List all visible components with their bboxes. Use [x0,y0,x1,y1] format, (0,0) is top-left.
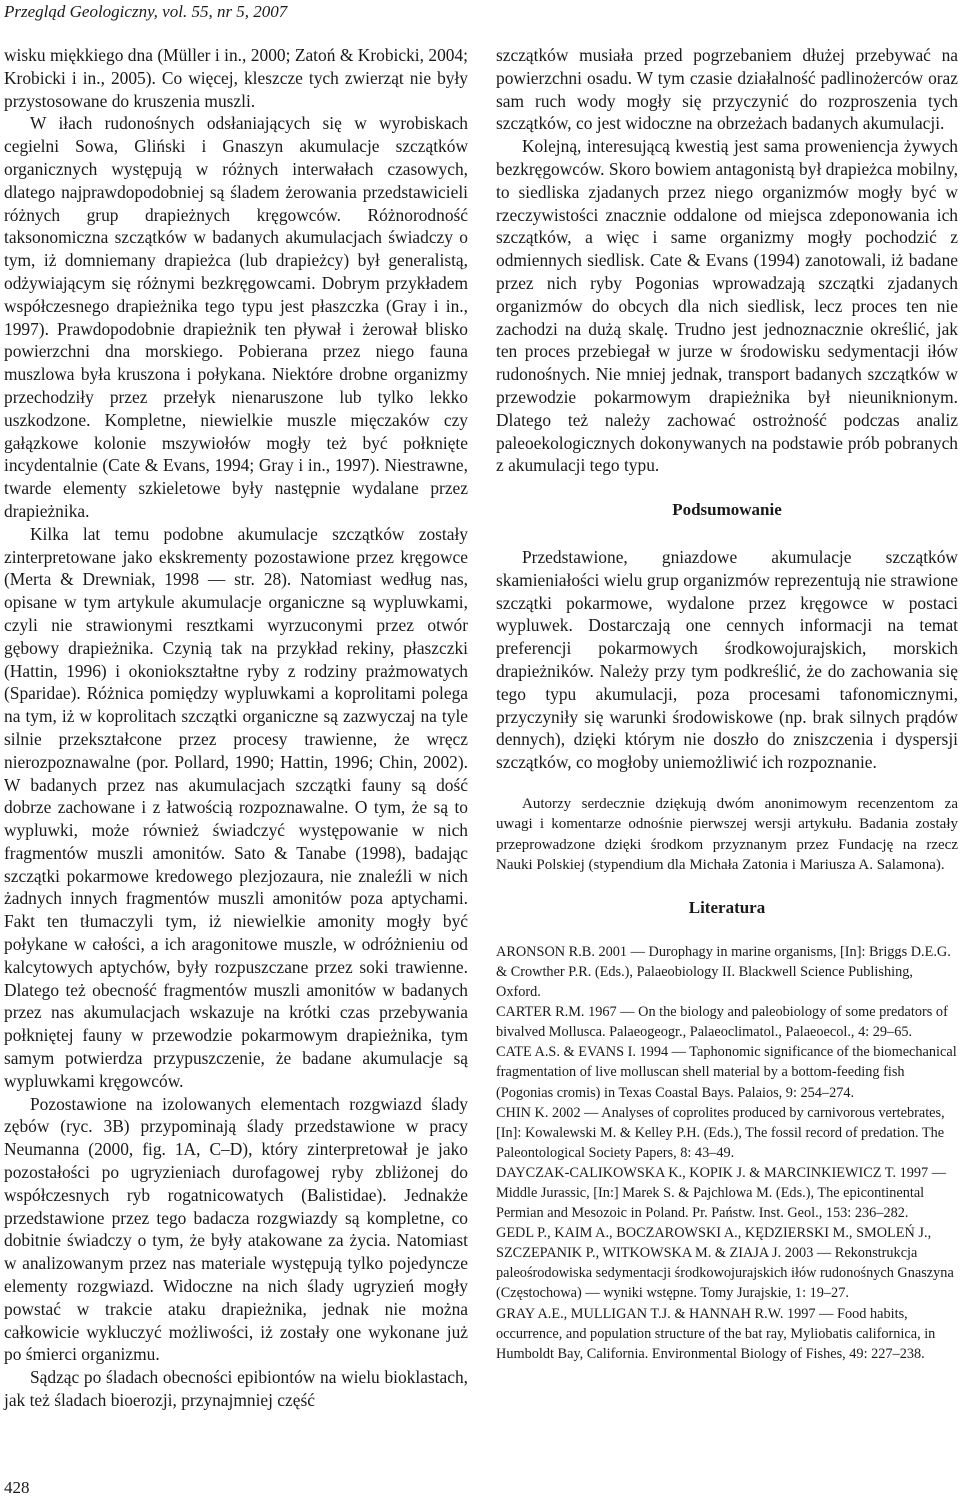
section-title-references: Literatura [688,898,766,918]
reference-item: ARONSON R.B. 2001 — Durophagy in marine organisms, [In]: Briggs D.E.G. & Crowther P.R. (Eds.), Palaeobiology II. Blackwell Science Publishing, Oxford. [496,943,951,1001]
paragraph: Pozostawione na izolowanych elementach rozgwiazd ślady zębów (ryc. 3B) przypominają ślady przedstawione w pracy Neumanna (2000, fig. 1A, C–D), który zinterpretował je jako pozostałości po ugryzieniach durofagowej ryby zbliżonej do współczesnych ryb rogatnicowatych (Balistidae). Jednakże przedstawione przez tego badacza rozgwiazdy są kompletne, co dobitnie świadczy o tym, że były atakowane za życia. Natomiast w analizowanym przez nas materiale występują tylko pojedyncze elementy rozgwiazd. Widoczne na nich ślady ugryzień mogły powstać w trakcie ataku drapieżnika, jednak nie można całkowicie wykluczyć możliwości, iż zostały one wykonane już po śmierci organizmu. [4,1093,468,1365]
reference-item: CARTER R.M. 1967 — On the biology and paleobiology of some predators of bivalved Mollusca. Palaeogeogr., Palaeoclimatol., Palaeoecol., 4: 29–65. [496,1004,948,1041]
right-column [496,44,958,1364]
paragraph: wisku miękkiego dna (Müller i in., 2000; Zatoń & Krobicki, 2004; Krobicki i in., 2005). Co więcej, kleszcze tych zwierząt nie były przystosowane do kruszenia muszli. [4,45,468,111]
left-column [4,44,468,1412]
summary-paragraph: Przedstawione, gniazdowe akumulacje szczątków skamieniałości wielu grup organizmów reprezentują nie strawione szczątki pokarmowe, wydalone przez kręgowce w postaci wypluwek. Dostarczają one cennych informacji na temat preferencji pokarmowych środkowojurajskich, morskich drapieżników. Należy przy tym podkreślić, że do zachowania się tego typu akumulacji, poza procesami tafonomicznymi, przyczyniły się warunki środowiskowe (np. brak silnych prądów dennych), dzięki którym nie doszło do zniszczenia i dyspersji szczątków, co mogłoby uniemożliwić ich rozpoznanie. [496,546,958,773]
reference-item: GRAY A.E., MULLIGAN T.J. & HANNAH R.W. 1997 — Food habits, occurrence, and population structure of the bat ray, Myliobatis californica, in Humboldt Bay, California. Environmental Biology of Fishes, 49: 227–238. [496,1305,936,1362]
page-number: 428 [4,1478,30,1497]
paragraph: Kilka lat temu podobne akumulacje szczątków zostały zinterpretowane jako ekskrementy pozostawione przez kręgowce (Merta & Drewniak, 1998 — str. 28). Natomiast według nas, opisane w tym artykule akumulacje organiczne są wypluwkami, czyli nie strawionymi resztkami wyrzuconymi przez otwór gębowy drapieżnika. Czynią tak na przykład rekiny, płaszczki (Hattin, 1996) i okoniokształtne ryby z rodziny prażmowatych (Sparidae). Różnica pomiędzy wypluwkami a koprolitami polega na tym, iż w koprolitach szczątki organiczne są zazwyczaj na tyle silnie przekształcone przez procesy trawienne, że wręcz nierozpoznawalne (por. Pollard, 1990; Hattin, 1996; Chin, 2002). W badanych przez nas akumulacjach szczątki fauny są dość dobrze zachowane i z łatwością rozpoznawalne. O tym, że są to wypluwki, może również świadczyć występowanie w nich fragmentów muszli amonitów. Sato & Tanabe (1998), badając szczątki pokarmowe kredowego plezjozaura, nie znaleźli w nich żadnych innych fragmentów muszli amonitów poza aptychami. Fakt ten tłumaczyli tym, iż niewielkie amonity mogły być połykane w całości, a ich aragonitowe muszle, w odróżnieniu od kalcytowych aptychów, były rozpuszczane przez soki trawienne. Dlatego też obecność fragmentów muszli amonitów w badanych przez nas akumulacjach wskazuje na krótki czas przebywania połkniętej fauny w przewodzie pokarmowym drapieżnika, tym samym potwierdza przypuszczenie, że badane akumulacje są wypluwkami kręgowców. [4,523,468,1091]
reference-item: GEDL P., KAIM A., BOCZAROWSKI A., KĘDZIERSKI M., SMOLEŃ J., SZCZEPANIK P., WITKOWSKA M. & ZIAJA J. 2003 — Rekonstrukcja paleośrodowiska sedymentacji środkowojurajskich iłów rudonośnych Gnaszyna (Częstochowa) — wyniki wstępne. Tomy Jurajskie, 1: 19–27. [496,1225,954,1302]
paragraph: szczątków musiała przed pogrzebaniem dłużej przebywać na powierzchni osadu. W tym czasie działalność padlinożerców oraz sam ruch wody mogły się przyczynić do rozproszenia tych szczątków, co jest widoczne na obrzeżach badanych akumulacji. [496,45,958,134]
running-header: Przegląd Geologiczny, vol. 55, nr 5, 2007 [4,2,288,21]
reference-item: CHIN K. 2002 — Analyses of coprolites produced by carnivorous vertebrates, [In]: Kowalewski M. & Kelley P.H. (Eds.), The fossil record of predation. The Paleontological Society Papers, 8: 43–49. [496,1104,945,1161]
acknowledgement: Autorzy serdecznie dziękują dwóm anonimowym recenzentom za uwagi i komentarze odnośnie pierwszej wersji artykułu. Badania zostały przeprowadzone dzięki środkom przyznanym przez Fundację na rzecz Nauki Polskiej (stypendium dla Michała Zatonia i Mariusza A. Salamona). [496,795,958,873]
paragraph: W iłach rudonośnych odsłaniających się w wyrobiskach cegielni Sowa, Gliński i Gnaszyn akumulacje szczątków organicznych występują w różnych interwałach czasowych, dlatego najprawdopodobniej są śladem żerowania przedstawicieli różnych grup drapieżnych kręgowców. Różnorodność taksonomiczna szczątków w badanych akumulacjach świadczy o tym, iż domniemany drapieżca (lub drapieżcy) był generalistą, odżywiającym się różnymi bezkręgowcami. Dobrym przykładem współczesnego drapieżnika tego typu jest płaszczka (Gray i in., 1997). Prawdopodobnie drapieżnik ten pływał i żerował blisko powierzchni dna morskiego. Pobierana przez niego fauna muszlowa była kruszona i połykana. Niektóre drobne organizmy przechodziły przez przełyk nienaruszone lub tylko lekko uszkodzone. Kompletne, niewielkie muszle mięczaków czy gałązkowe kolonie mszywiołów mogły też być połknięte incydentalnie (Cate & Evans, 1994; Gray i in., 1997). Niestrawne, twarde elementy szkieletowe były następnie wydalane przez drapieżnika. [4,113,468,521]
reference-item: DAYCZAK-CALIKOWSKA K., KOPIK J. & MARCINKIEWICZ T. 1997 — Middle Jurassic, [In:] Marek S. & Pajchlowa M. (Eds.), The epicontinental Permian and Mesozoic in Poland. Pr. Państw. Inst. Geol., 153: 236–282. [496,1164,947,1222]
paragraph: Sądząc po śladach obecności epibiontów na wielu bioklastach, jak też śladach bioerozji, przynajmniej część [4,1367,468,1411]
section-title-summary: Podsumowanie [672,500,782,520]
reference-list [496,942,958,1364]
paragraph: Kolejną, interesującą kwestią jest sama proweniencja żywych bezkręgowców. Skoro bowiem antagonistą był drapieżca mobilny, to siedliska zjadanych przez niego organizmów mogły być w rzeczywistości znacznie oddalone od miejsca zdeponowania ich szczątków, a więc i same organizmy mogły pochodzić z odmiennych siedlisk. Cate & Evans (1994) zanotowali, iż badane przez nich ryby Pogonias wprowadzają szczątki zjadanych organizmów do obcych dla nich siedlisk, lecz proces ten nie zachodzi na dużą skalę. Trudno jest jednoznacznie określić, jak ten proces przebiegał w jurze w środowisku sedymentacji iłów rudonośnych. Nie mniej jednak, transport badanych szczątków w przewodzie pokarmowym drapieżnika był nieuniknionym. Dlatego też należy zachować ostrożność podczas analiz paleoekologicznych dokonywanych na podstawie prób pobranych z akumulacji tego typu. [496,136,958,476]
reference-item: CATE A.S. & EVANS I. 1994 — Taphonomic significance of the biomechanical fragmentation of live molluscan shell material by a bottom-feeding fish (Pogonias cromis) in Texas Coastal Bays. Palaios, 9: 254–274. [496,1044,957,1101]
